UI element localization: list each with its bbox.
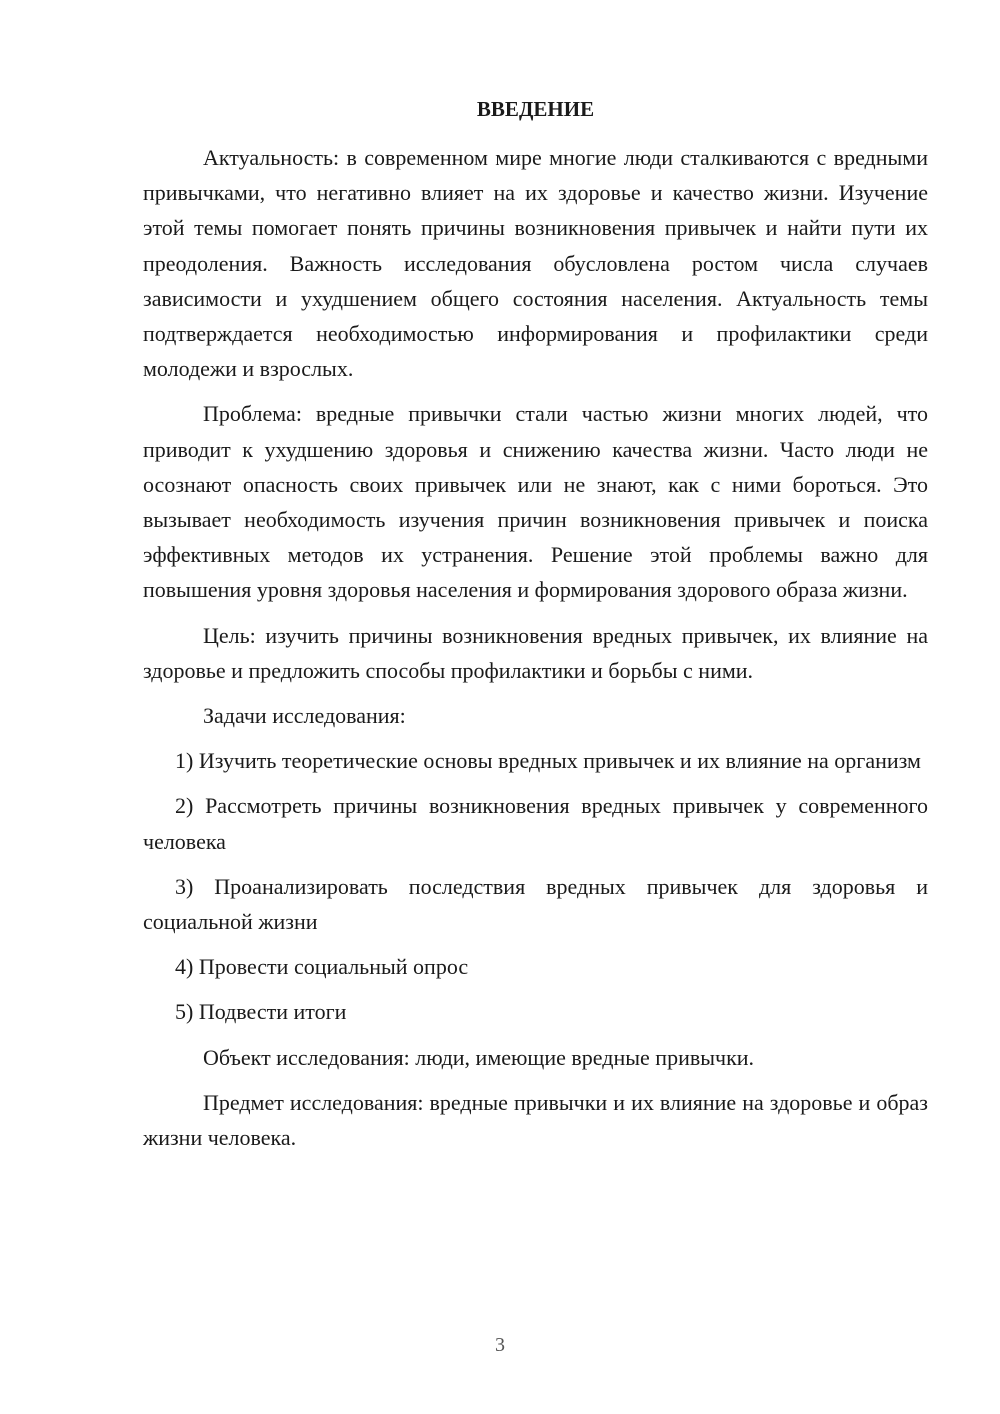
problem-paragraph: Проблема: вредные привычки стали частью жизни многих людей, что приводит к ухудшению здоровья и снижению качества жизни. Часто люди не осознают опасность своих привычек или не знают, как с ними бороться. Это вызывает необходимость изучения причин возникновения привычек и поиска эффективных методов их устранения. Решение этой проблемы важно для повышения уровня здоровья населения и формирования здорового образа жизни. (143, 401, 928, 603)
relevance-paragraph: Актуальность: в современном мире многие люди сталкиваются с вредными привычками, что негативно влияет на их здоровье и качество жизни. Изучение этой темы помогает понять причины возникновения привычек и найти пути их преодоления. Важность исследования обусловлена ростом числа случаев зависимости и ухудшением общего состояния населения. Актуальность темы подтверждается необходимостью информирования и профилактики среди молодежи и взрослых. (143, 145, 928, 382)
document-page (143, 94, 928, 1165)
section-title: ВВЕДЕНИЕ (476, 97, 595, 121)
object-paragraph: Объект исследования: люди, имеющие вредные привычки. (203, 1044, 755, 1070)
page-number: 3 (495, 1334, 505, 1356)
task-item-1: 1) Изучить теоретические основы вредных привычек и их влияние на организм (175, 748, 921, 774)
tasks-heading: Задачи исследования: (203, 703, 406, 729)
task-item-4: 4) Провести социальный опрос (175, 954, 469, 980)
task-item-3: 3) Проанализировать последствия вредных привычек для здоровья и социальной жизни (143, 873, 928, 935)
task-item-2: 2) Рассмотреть причины возникновения вредных привычек у современного человека (143, 793, 928, 854)
goal-paragraph: Цель: изучить причины возникновения вредных привычек, их влияние на здоровье и предложить способы профилактики и борьбы с ними. (143, 622, 928, 683)
task-item-5: 5) Подвести итоги (175, 999, 347, 1025)
subject-paragraph: Предмет исследования: вредные привычки и их влияние на здоровье и образ жизни человека. (143, 1089, 928, 1151)
